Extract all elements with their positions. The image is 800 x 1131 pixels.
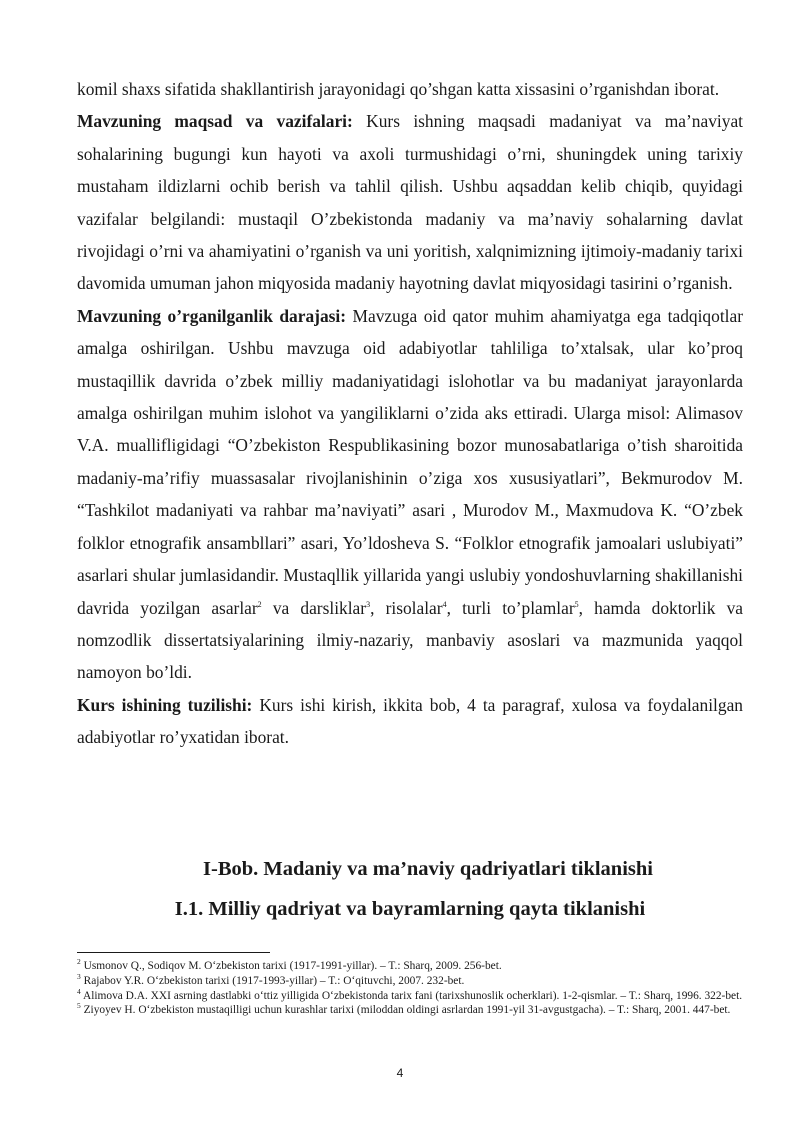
footnote-ref-5[interactable]: 5 (574, 599, 579, 609)
paragraph-goals-label: Mavzuning maqsad va vazifalari: (77, 111, 353, 132)
paragraph-research-label: Mavzuning o’rganilganlik darajasi: (77, 305, 347, 326)
footnote-ref-4[interactable]: 4 (442, 599, 447, 609)
footnote-number: 4 (77, 986, 81, 996)
paragraph-intro-end: komil shaxs sifatida shakllantirish jarayonidagi qo’shgan katta xissasini o’rganishdan iborat. (77, 79, 720, 99)
footnote-text: Rajabov Y.R. O‘zbekiston tarixi (1917-1993-yillar) – T.: O‘qituvchi, 2007. 232-bet. (80, 974, 465, 987)
main-text (77, 73, 743, 754)
footnote-ref-3[interactable]: 3 (366, 599, 371, 609)
footnote-number: 3 (77, 972, 81, 981)
paragraph-research-level (77, 300, 743, 689)
paragraph-goals (77, 105, 743, 299)
footnote-text: Usmonov Q., Sodiqov M. O‘zbekiston tarixi (1917-1991-yillar). – T.: Sharq, 2009. 256-bet. (80, 960, 502, 972)
paragraph-research-text-5: , hamda doktorlik va nomzodlik dissertatsiyalarining ilmiy-nazariy, manbaviy asoslari va mazmunida yaqqol namoyon bo’ldi. (77, 597, 743, 683)
paragraph-structure-text: Kurs ishi kirish, ikkita bob, 4 ta paragraf, xulosa va foydalanilgan adabiyotlar ro’yxatidan iborat. (77, 694, 743, 748)
footnote-item (77, 1003, 743, 1018)
footnote-item (77, 974, 743, 989)
section-heading: I.1. Milliy qadriyat va bayramlarning qayta tiklanishi (174, 898, 646, 920)
paragraph-research-text-4: , turli to’plamlar (446, 597, 575, 618)
paragraph-research-text-3: , risolalar (370, 597, 443, 618)
paragraph-goals-text: Kurs ishning maqsadi madaniyat va ma’naviyat sohalarining bugungi kun hayoti va axoli turmushidagi o’rni, shuningdek uning tarixiy mustaham ildizlarni ochib berish va tahlil qilish. Ushbu aqsaddan kelib chiqib, quyidagi vazifalar belgilandi: mustaqil O’zbekistonda madaniy va ma’naviy sohalarning davlat rivojidagi o’rni va ahamiyatini o’rganish va uni yoritish, xalqnimizning ijtimoiy-madaniy tarixi davomida umuman jahon miqyosida madaniy hayotning davlat miqyosidagi tasirini o’rganish. (77, 111, 743, 294)
footnote-text: Alimova D.A. XXI asrning dastlabki o‘ttiz yilligida O‘zbekistonda tarix fani (tarixshunoslik ocherklari). 1-2-qismlar. – T.: Sharq, 1996. 322-bet. (80, 989, 743, 1002)
footnote-number: 2 (77, 957, 81, 967)
footnote-item (77, 986, 743, 1004)
footnote-text: Ziyoyev H. O‘zbekiston mustaqilligi uchun kurashlar tarixi (miloddan oldingi asrlardan 1991-yil 31-avgustgacha). – T.: Sharq, 2001. 447-bet. (80, 1004, 731, 1017)
paragraph-research-text: Mavzuga oid qator muhim ahamiyatga ega tadqiqotlar amalga oshirilgan. Ushbu mavzuga oid adabiyotlar tahliliga to’xtalsak, ular ko’proq mustaqillik davrida o’zbek milliy madaniyatidagi islohotlar va bu madaniyat jarayonlarda amalga oshirilgan muhim islohot va yangiliklarni o’zida aks ettiradi. Ularga misol: Alimasov V.A. muallifligidagi “O’zbekiston Respublikasining bozor munosabatlariga o’tish sharoitida madaniy-ma’rifiy muassasalar rivojlanishinin o’ziga xos xususiyatlari”, Bekmurodov M. “Tashkilot madaniyati va rahbar ma’naviyati” asari , Murodov M., Maxmudova K. “O’zbek folklor etnografik ansambllari” asari, Yo’ldosheva S. “Folklor etnografik jamoalari uslubiyati” asarlari shular jumlasidandir. Mustaqllik yillarida yangi uslubiy yondoshuvlarning shakillanishi davrida yozilgan asarlar (77, 305, 743, 618)
footnote-separator (77, 952, 270, 953)
paragraph-structure (77, 689, 743, 754)
footnotes (77, 959, 743, 1018)
footnote-item (77, 959, 743, 974)
paragraph-research-text-2: va darsliklar (261, 597, 367, 618)
footnote-ref-2[interactable]: 2 (257, 599, 262, 609)
footnote-number: 5 (77, 1001, 81, 1011)
chapter-heading: I-Bob. Madaniy va ma’naviy qadriyatlari tiklanishi (203, 858, 653, 880)
paragraph-structure-label: Kurs ishining tuzilishi: (77, 694, 253, 715)
page-number: 4 (396, 1066, 404, 1080)
